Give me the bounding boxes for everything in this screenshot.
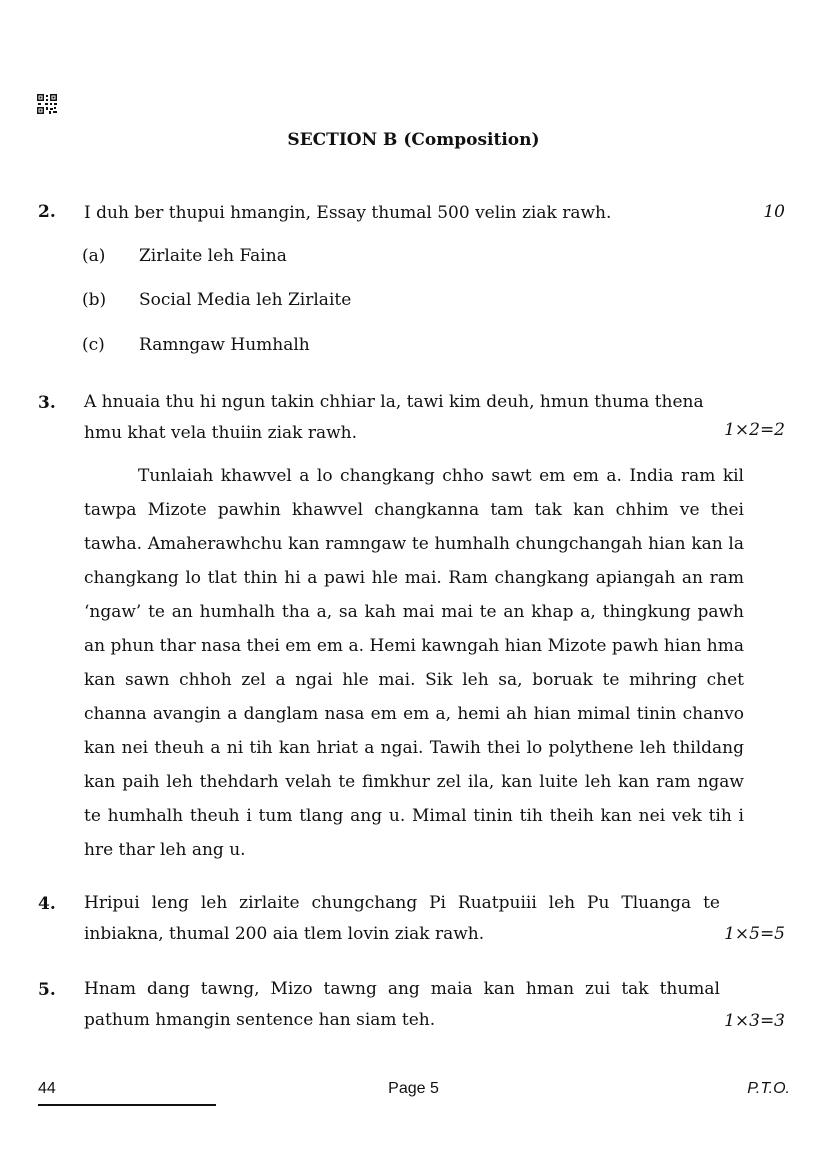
pto-label: P.T.O. <box>747 1080 790 1097</box>
question-number: 5. <box>38 980 56 1000</box>
question-number: 4. <box>38 894 56 914</box>
option-text: Ramngaw Humhalh <box>139 335 310 355</box>
option-text: Social Media leh Zirlaite <box>139 290 352 310</box>
question-text: Hripui leng leh zirlaite chungchang Pi Ruatpuiii leh Pu Tluanga te inbiakna, thumal 200 aia tlem lovin ziak rawh. <box>84 893 720 944</box>
question-number: 3. <box>38 393 56 413</box>
question-text: I duh ber thupui hmangin, Essay thumal 500 velin ziak rawh. <box>84 203 612 223</box>
option-label: (b) <box>82 290 107 310</box>
question-text: A hnuaia thu hi ngun takin chhiar la, tawi kim deuh, hmun thuma thena hmu khat vela thuiin ziak rawh. <box>84 392 704 443</box>
option-text: Zirlaite leh Faina <box>139 246 287 266</box>
question-text: Hnam dang tawng, Mizo tawng ang maia kan hman zui tak thumal pathum hmangin sentence han siam teh. <box>84 979 720 1030</box>
question-marks: 1×3=3 <box>724 1011 785 1031</box>
option-label: (c) <box>82 335 105 355</box>
question-number: 2. <box>38 202 56 222</box>
question-marks: 1×2=2 <box>724 420 785 440</box>
footer-divider <box>38 1104 216 1106</box>
section-title: SECTION B (Composition) <box>287 130 540 150</box>
paper-code: 44 <box>38 1080 56 1097</box>
passage-text: Tunlaiah khawvel a lo changkang chho sawt em em a. India ram kil tawpa Mizote pawhin khawvel changkanna tam tak kan chhim ve thei tawha. Amaherawhchu kan ramngaw te humhalh chungchangah hian kan la changkang lo tlat thin hi a pawi hle mai. Ram changkang apiangah an ram ‘ngaw’ te an humhalh tha a, sa kah mai mai te an khap a, thingkung pawh an phun thar nasa thei em em a. Hemi kawngah hian Mizote pawh hian hma kan sawn chhoh zel a ngai hle mai. Sik leh sa, boruak te mihring chet channa avangin a danglam nasa em em a, hemi ah hian mimal tinin chanvo kan nei theuh a ni tih kan hriat a ngai. Tawih thei lo polythene leh thildang kan paih leh thehdarh velah te fimkhur zel ila, kan luite leh kan ram ngaw te humhalh theuh i tum tlang ang u. Mimal tinin tih theih kan nei vek tih i hre thar leh ang u. <box>84 466 744 860</box>
page-number: Page 5 <box>388 1080 439 1097</box>
question-marks: 10 <box>763 202 785 222</box>
reading-passage <box>84 459 744 867</box>
qr-code-icon <box>37 94 57 114</box>
option-label: (a) <box>82 246 106 266</box>
question-marks: 1×5=5 <box>724 924 785 944</box>
